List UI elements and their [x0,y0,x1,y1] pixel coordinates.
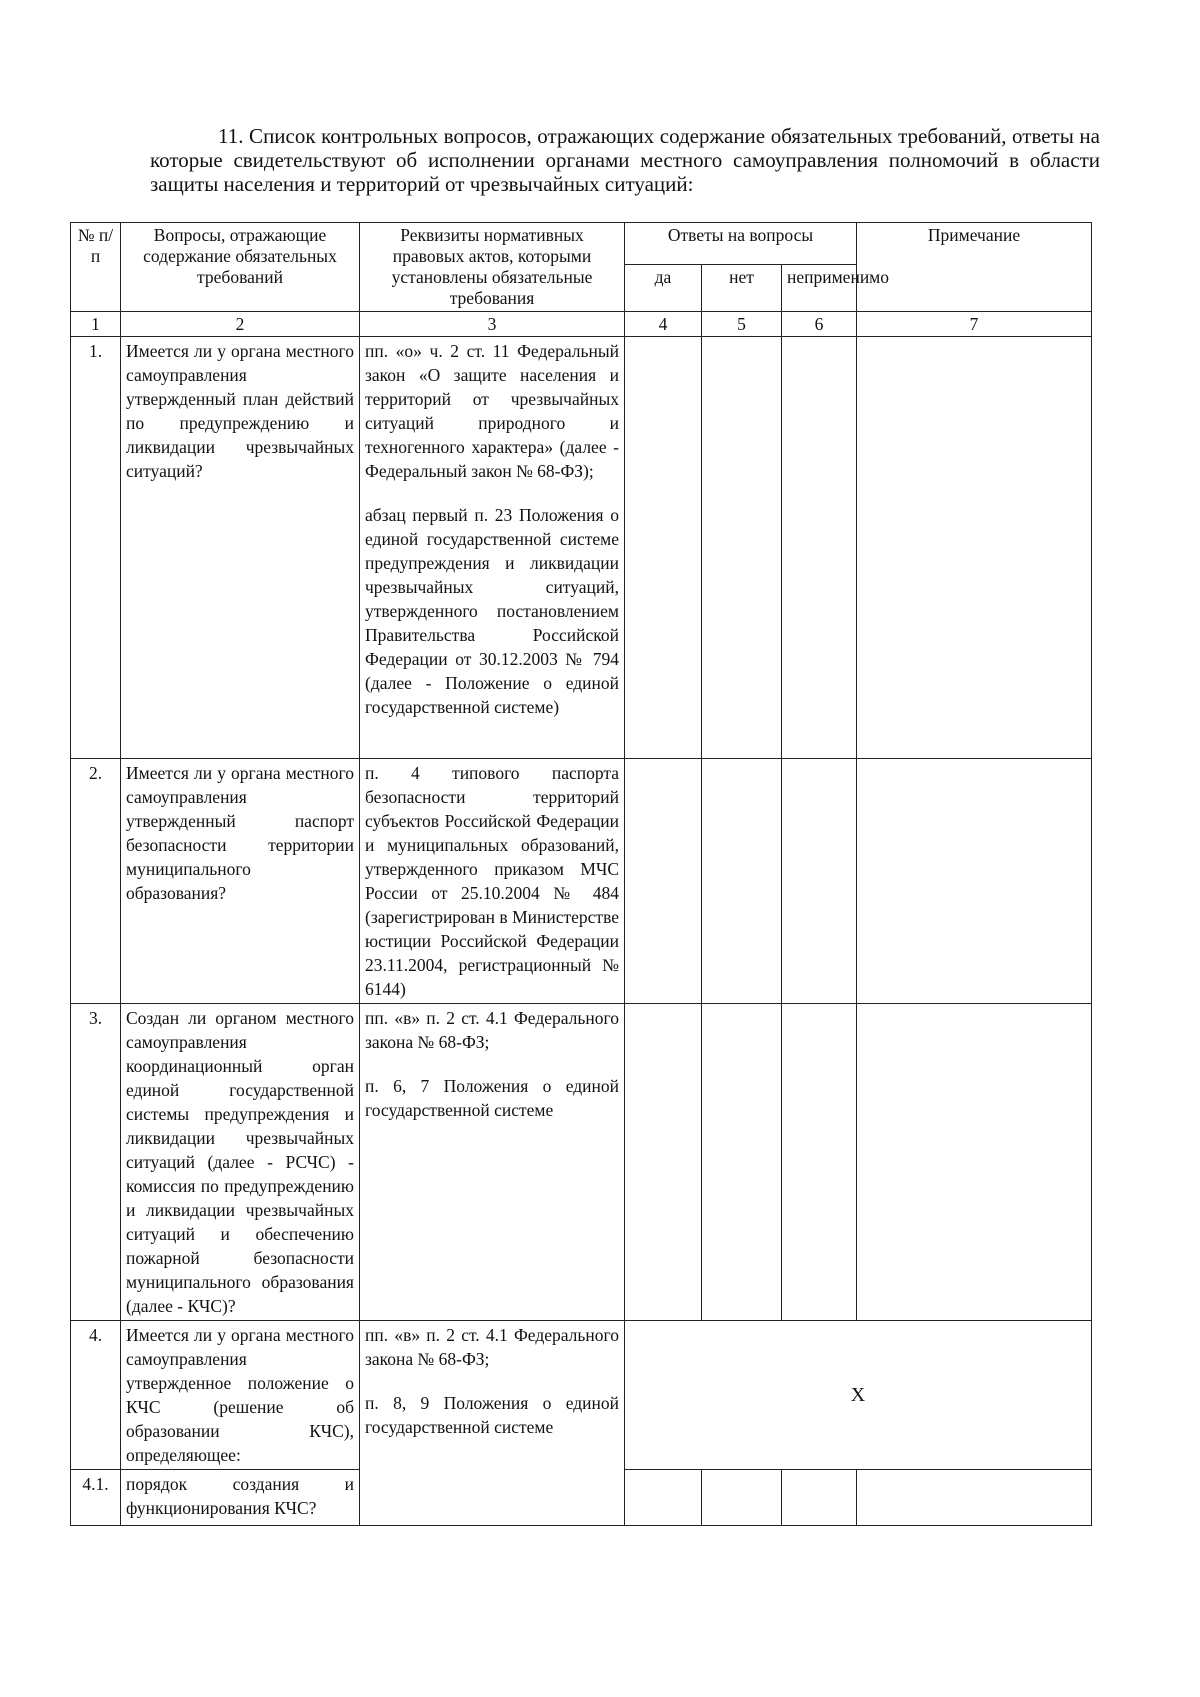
answer-yes-cell[interactable] [625,1470,702,1526]
note-cell[interactable] [857,1470,1092,1526]
answer-no-cell[interactable] [702,1470,782,1526]
row-requisites [360,337,625,759]
answer-na-cell[interactable] [782,759,857,1004]
column-number: 3 [360,312,625,337]
answer-no-cell[interactable] [702,337,782,759]
requisite-paragraph: пп. «в» п. 2 ст. 4.1 Федерального закона № 68-ФЗ; [365,1325,619,1369]
requisite-paragraph: п. 8, 9 Положения о единой государственной системе [365,1393,619,1437]
row-question: Имеется ли у органа местного самоуправления утвержденное положение о КЧС (решение об образовании КЧС), определяющее: [121,1321,360,1470]
row-number: 1. [71,337,121,759]
requisite-paragraph: пп. «в» п. 2 ст. 4.1 Федерального закона № 68-ФЗ; [365,1008,619,1052]
table-row [71,337,1092,759]
row-requisites [360,759,625,1004]
merged-answer-cell: X [625,1321,1092,1470]
row-requisites [360,1321,625,1526]
answer-yes-cell[interactable] [625,759,702,1004]
table-row [71,1004,1092,1321]
requisite-paragraph: пп. «о» ч. 2 ст. 11 Федеральный закон «О защите населения и территорий от чрезвычайных ситуаций природного и техногенного характера» (далее - Федеральный закон № 68-ФЗ); [365,341,619,481]
answer-yes-cell[interactable] [625,337,702,759]
header-na: неприменимо [782,265,857,312]
requisite-paragraph: п. 4 типового паспорта безопасности территорий субъектов Российской Федерации и муниципальных образований, утвержденного приказом МЧС России от 25.10.2004 № 484 (зарегистрирован в Министерстве юстиции Российской Федерации 23.11.2004, регистрационный № 6144) [365,763,619,999]
column-number: 5 [702,312,782,337]
table-row [71,759,1092,1004]
row-number: 3. [71,1004,121,1321]
row-question: Имеется ли у органа местного самоуправления утвержденный паспорт безопасности территории муниципального образования? [121,759,360,1004]
row-requisites [360,1004,625,1321]
row-number: 4.1. [71,1470,121,1526]
answer-na-cell[interactable] [782,1470,857,1526]
answer-yes-cell[interactable] [625,1004,702,1321]
column-number: 1 [71,312,121,337]
column-number: 6 [782,312,857,337]
answer-no-cell[interactable] [702,759,782,1004]
requisite-paragraph: абзац первый п. 23 Положения о единой государственной системе предупреждения и ликвидации чрезвычайных ситуаций, утвержденного постановлением Правительства Российской Федерации от 30.12.2003 № 794 (далее - Положение о единой государственной системе) [365,505,619,717]
row-question: Имеется ли у органа местного самоуправления утвержденный план действий по предупреждению и ликвидации чрезвычайных ситуаций? [121,337,360,759]
checklist-table [70,222,1092,1526]
header-num: № п/п [71,223,121,312]
header-row [71,223,1092,265]
note-cell[interactable] [857,337,1092,759]
header-no: нет [702,265,782,312]
row-number: 4. [71,1321,121,1470]
table-row [71,1321,1092,1470]
row-question: Создан ли органом местного самоуправления координационный орган единой государственной системы предупреждения и ликвидации чрезвычайных ситуаций (далее - РСЧС) - комиссия по предупреждению и ликвидации чрезвычайных ситуаций и обеспечению пожарной безопасности муниципального образования (далее - КЧС)? [121,1004,360,1321]
answer-na-cell[interactable] [782,337,857,759]
column-number-row [71,312,1092,337]
header-questions: Вопросы, отражающие содержание обязательных требований [121,223,360,312]
note-cell[interactable] [857,1004,1092,1321]
row-number: 2. [71,759,121,1004]
header-note: Примечание [857,223,1092,312]
column-number: 7 [857,312,1092,337]
requisite-paragraph: п. 6, 7 Положения о единой государственной системе [365,1076,619,1120]
header-requisites: Реквизиты нормативных правовых актов, которыми установлены обязательные требования [360,223,625,312]
heading-text: 11. Список контрольных вопросов, отражающих содержание обязательных требований, ответы на которые свидетельствуют об исполнении органами местного самоуправления полномочий в области защиты населения и территорий от чрезвычайных ситуаций: [150,124,1100,196]
answer-no-cell[interactable] [702,1004,782,1321]
answer-na-cell[interactable] [782,1004,857,1321]
note-cell[interactable] [857,759,1092,1004]
header-answers: Ответы на вопросы [625,223,857,265]
row-question: порядок создания и функционирования КЧС? [121,1470,360,1526]
page-heading [150,124,1100,196]
header-yes: да [625,265,702,312]
column-number: 2 [121,312,360,337]
column-number: 4 [625,312,702,337]
